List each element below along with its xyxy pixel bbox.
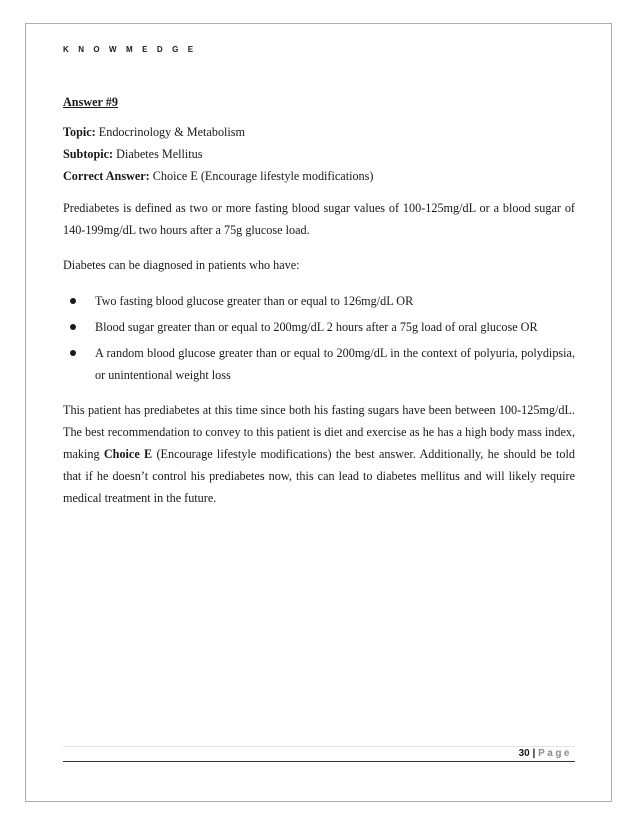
page-number: 30 — [518, 748, 530, 759]
bullet-icon — [70, 324, 76, 330]
bullet-icon — [70, 298, 76, 304]
bullet-icon — [70, 350, 76, 356]
page-number-footer — [519, 748, 572, 759]
correct-answer-line — [63, 168, 575, 185]
list-item — [63, 290, 575, 312]
subtopic-value: Diabetes Mellitus — [113, 147, 203, 161]
topic-label: Topic: — [63, 125, 96, 139]
prediabetes-definition: Prediabetes is defined as two or more fasting blood sugar values of 100-125mg/dL or a blood sugar of 140-199mg/dL two hours after a 75g glucose load. — [63, 201, 575, 237]
list-item — [63, 316, 575, 338]
correct-answer-label: Correct Answer: — [63, 169, 150, 183]
diagnosis-intro: Diabetes can be diagnosed in patients who have: — [63, 258, 300, 272]
list-item-text: A random blood glucose greater than or equal to 200mg/dL in the context of polyuria, polydipsia, or unintentional weight loss — [95, 346, 575, 382]
list-item — [63, 342, 575, 386]
footer-divider — [63, 761, 575, 762]
explanation-paragraph — [63, 399, 575, 509]
subtopic-label: Subtopic: — [63, 147, 114, 161]
explanation-text-start: This patient has prediabetes at this time since both his fasting sugars have been between 100-125mg/dL. The best recommendation to convey to this patient is diet and exercise as he has a high body mass index, making — [63, 403, 575, 461]
topic-line — [63, 124, 575, 141]
footer-divider-light — [63, 746, 575, 747]
correct-answer-value: Choice E (Encourage lifestyle modifications) — [149, 169, 374, 183]
explanation-choice: Choice E — [103, 447, 153, 461]
diagnosis-criteria-list — [63, 290, 575, 386]
list-item-text: Blood sugar greater than or equal to 200mg/dL 2 hours after a 75g load of oral glucose OR — [95, 320, 538, 334]
explanation-text-end: (Encourage lifestyle modifications) the best answer. Additionally, he should be told that if he doesn’t control his prediabetes now, this can lead to diabetes mellitus and will likely require medical treatment in the future. — [63, 447, 575, 505]
brand-header: K N O W M E D G E — [63, 45, 197, 54]
topic-value: Endocrinology & Metabolism — [95, 125, 246, 139]
page-separator: | — [529, 748, 539, 759]
answer-title: Answer #9 — [63, 95, 118, 109]
answer-content — [63, 94, 575, 509]
subtopic-line — [63, 146, 575, 163]
page-word: Page — [538, 748, 572, 759]
list-item-text: Two fasting blood glucose greater than or equal to 126mg/dL OR — [95, 294, 414, 308]
